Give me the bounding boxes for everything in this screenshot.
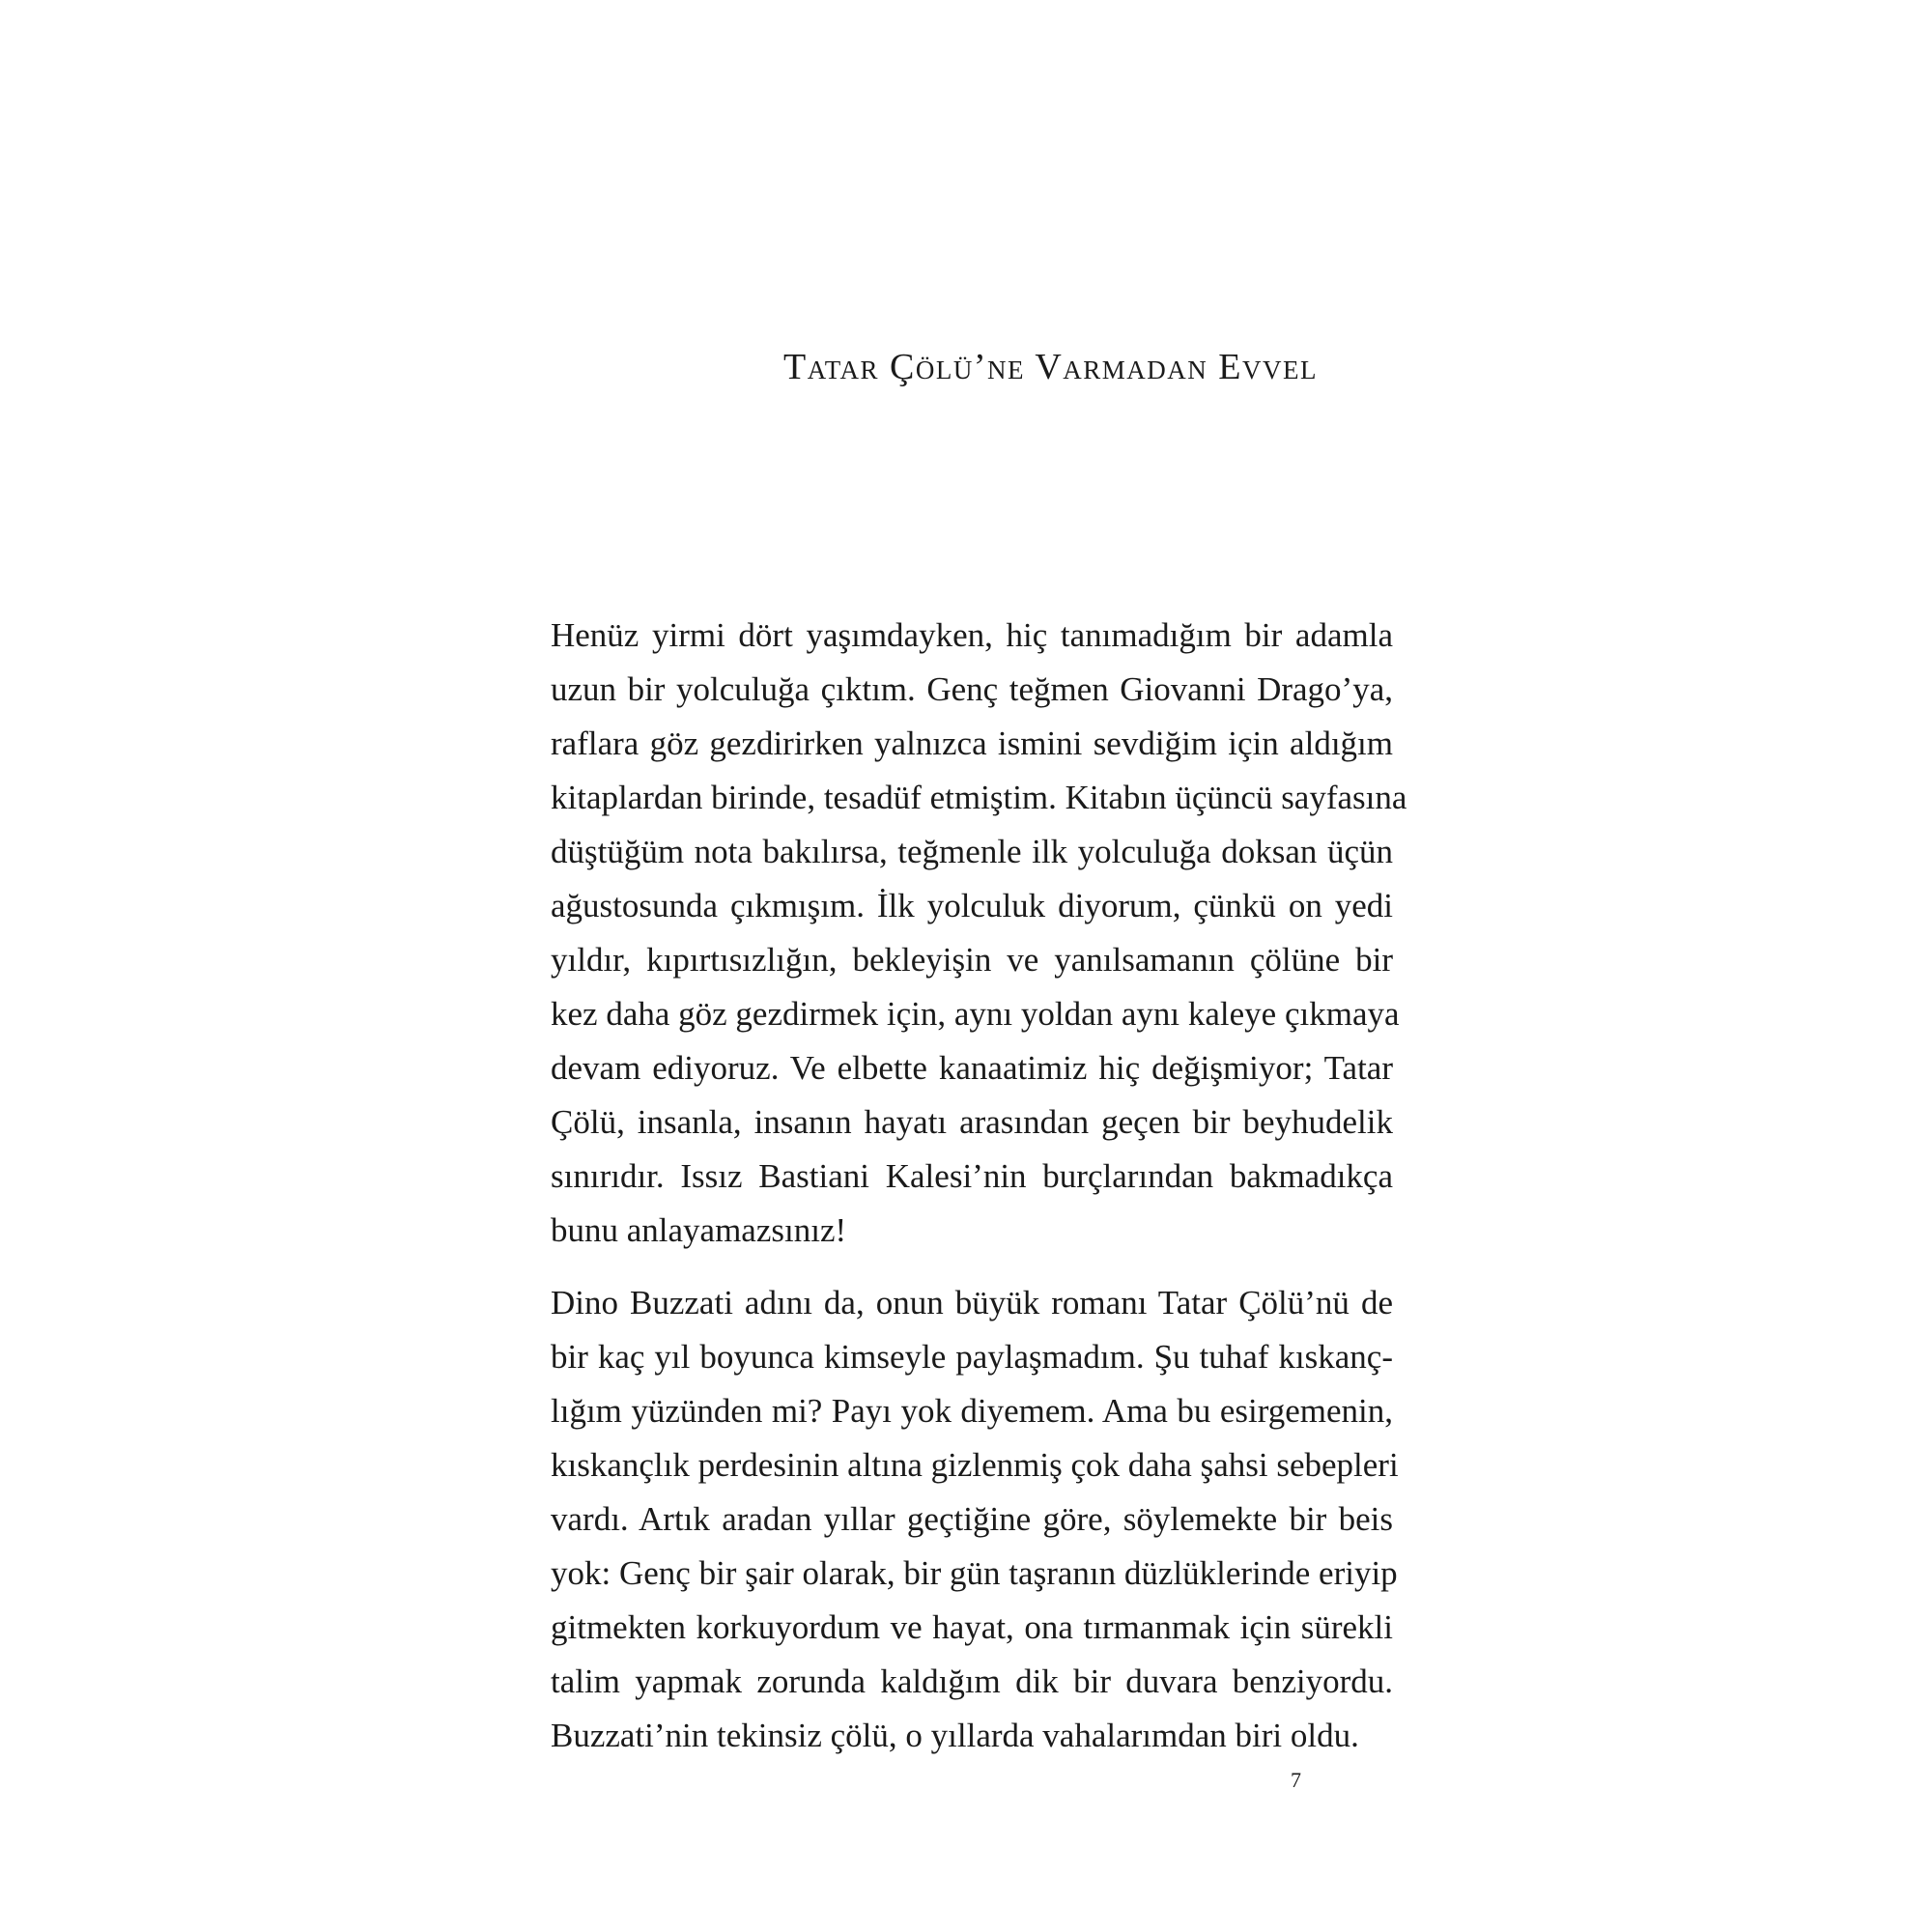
page-number: 7 (1291, 1768, 1301, 1792)
text-line: vardı. Artık aradan yıllar geçtiğine göre, söylemekte bir beis (551, 1500, 1393, 1538)
text-line: kıskançlık perdesinin altına gizlenmiş çok daha şahsi sebepleri (551, 1446, 1399, 1484)
paragraph-1 (551, 609, 1407, 1258)
text-line: Buzzati’nin tekinsiz çölü, o yıllarda vahalarımdan biri oldu. (551, 1717, 1359, 1754)
text-line: bunu anlayamazsınız! (551, 1211, 847, 1249)
text-line: Henüz yirmi dört yaşımdayken, hiç tanımadığım bir adamla (551, 616, 1393, 654)
text-line: Dino Buzzati adını da, onun büyük romanı Tatar Çölü’nü de (551, 1284, 1393, 1321)
text-line: lığım yüzünden mi? Payı yok diyemem. Ama bu esirgemenin, (551, 1392, 1393, 1430)
text-line: düştüğüm nota bakılırsa, teğmenle ilk yolculuğa doksan üçün (551, 833, 1393, 870)
text-line: gitmekten korkuyordum ve hayat, ona tırmanmak için sürekli (551, 1608, 1393, 1646)
text-line: raflara göz gezdirirken yalnızca ismini sevdiğim için aldığım (551, 724, 1393, 762)
text-line: uzun bir yolculuğa çıktım. Genç teğmen Giovanni Drago’ya, (551, 670, 1393, 708)
text-line: yok: Genç bir şair olarak, bir gün taşranın düzlüklerinde eriyip (551, 1554, 1398, 1592)
text-line: kez daha göz gezdirmek için, aynı yoldan aynı kaleye çıkmaya (551, 995, 1400, 1033)
text-line: Çölü, insanla, insanın hayatı arasından geçen bir beyhudelik (551, 1103, 1393, 1141)
paragraph-2 (551, 1276, 1399, 1763)
text-line: devam ediyoruz. Ve elbette kanaatimiz hiç değişmiyor; Tatar (551, 1049, 1393, 1087)
text-line: bir kaç yıl boyunca kimseyle paylaşmadım. Şu tuhaf kıskanç- (551, 1338, 1393, 1376)
text-line: talim yapmak zorunda kaldığım dik bir duvara benziyordu. (551, 1662, 1393, 1700)
text-line: sınırıdır. Issız Bastiani Kalesi’nin burçlarından bakmadıkça (551, 1157, 1393, 1195)
text-line: yıldır, kıpırtısızlığın, bekleyişin ve yanılsamanın çölüne bir (551, 941, 1393, 979)
text-line: kitaplardan birinde, tesadüf etmiştim. Kitabın üçüncü sayfasına (551, 779, 1407, 816)
body-text (551, 609, 1407, 1763)
text-line: ağustosunda çıkmışım. İlk yolculuk diyorum, çünkü on yedi (551, 887, 1393, 924)
chapter-title: Tatar Çölü’ne Varmadan Evvel (783, 347, 1318, 387)
